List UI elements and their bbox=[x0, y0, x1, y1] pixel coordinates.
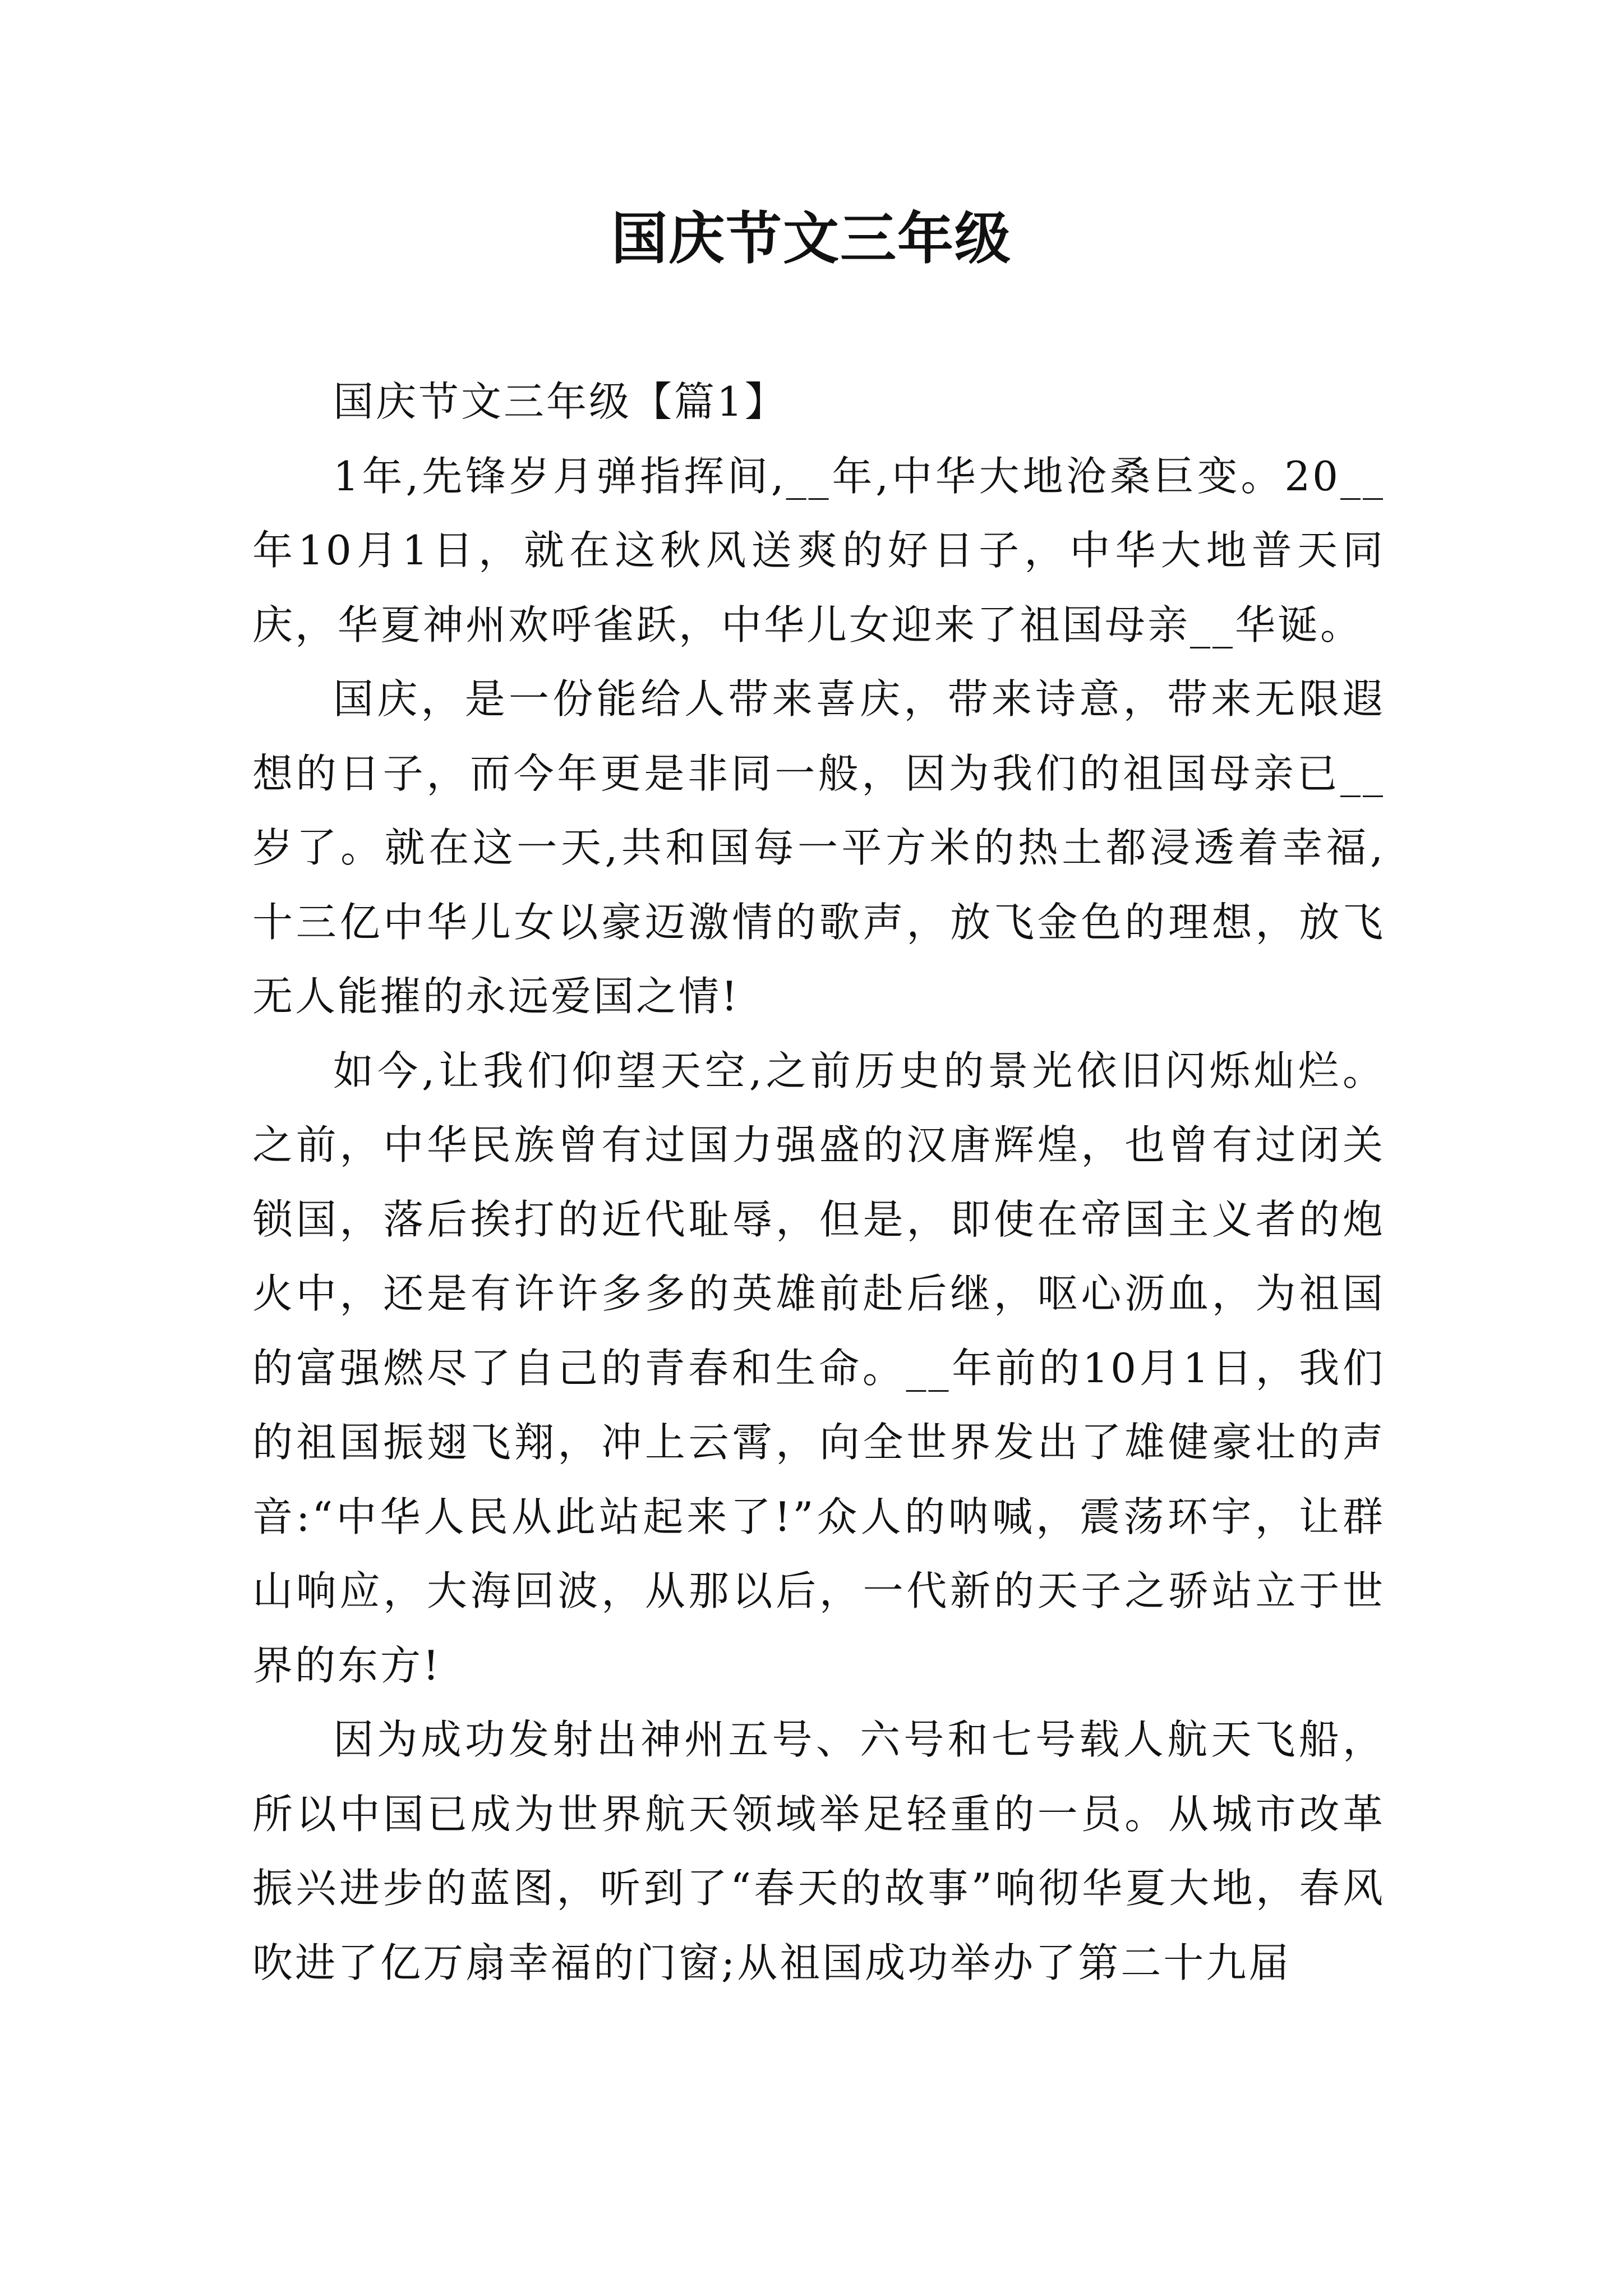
document-title: 国庆节文三年级 bbox=[611, 205, 1012, 272]
paragraph: 如今,让我们仰望天空,之前历史的景光依旧闪烁灿烂。之前，中华民族曾有过国力强盛的汉唐辉煌，也曾有过闭关锁国，落后挨打的近代耻辱，但是，即使在帝国主义者的炮火中，还是有许许多多的英雄前赴后继，呕心沥血，为祖国的富强燃尽了自己的青春和生命。__年前的10月1日，我们的祖国振翅飞翔，冲上云霄，向全世界发出了雄健豪壮的声音:“中华人民从此站起来了!”众人的呐喊，震荡环宇，让群山响应，大海回波，从那以后，一代新的天子之骄站立于世界的东方! bbox=[252, 1047, 1385, 1689]
paragraph: 因为成功发射出神州五号、六号和七号载人航天飞船，所以中国已成为世界航天领域举足轻重的一员。从城市改革振兴进步的蓝图，听到了“春天的故事”响彻华夏大地，春风吹进了亿万扇幸福的门窗;从祖国成功举办了第二十九届 bbox=[252, 1716, 1385, 1986]
paragraph: 1年,先锋岁月弹指挥间,__年,中华大地沧桑巨变。20__年10月1日，就在这秋风送爽的好日子，中华大地普天同庆，华夏神州欢呼雀跃，中华儿女迎来了祖国母亲__华诞。 bbox=[252, 452, 1385, 648]
section-heading: 国庆节文三年级【篇1】 bbox=[333, 378, 787, 425]
document-body bbox=[252, 365, 1385, 2000]
paragraph: 国庆，是一份能给人带来喜庆，带来诗意，带来无限遐想的日子，而今年更是非同一般，因为我们的祖国母亲已__岁了。就在这一天,共和国每一平方米的热土都浸透着幸福,十三亿中华儿女以豪迈激情的歌声，放飞金色的理想，放飞无人能摧的永远爱国之情! bbox=[252, 675, 1385, 1020]
